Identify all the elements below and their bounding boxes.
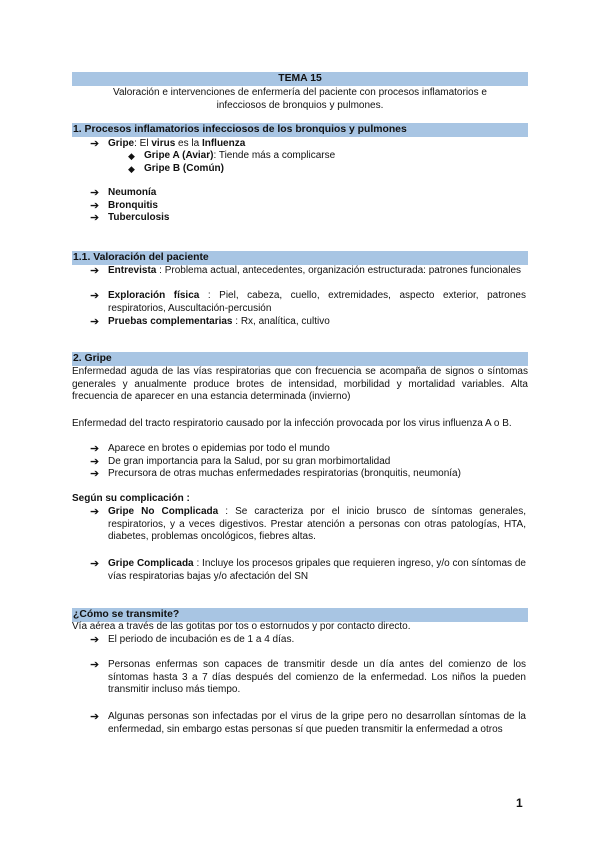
- bronquitis-item: [90, 200, 158, 213]
- transmision-bullet-2-text: Personas enfermas son capaces de transmitir desde un día antes del comienzo de los síntomas hasta 3 a 7 días después del comienzo de la enfermedad. Los niños la pueden transmitir incluso más tiempo.: [108, 659, 526, 696]
- exploracion-label: Exploración física: [108, 290, 200, 301]
- gripe-a-text: : Tiende más a complicarse: [213, 150, 336, 161]
- arrow-icon: ➔: [90, 265, 100, 277]
- entrevista-text: : Problema actual, antecedentes, organización estructurada: patrones funcionales: [156, 265, 522, 276]
- neumonia-item: [90, 187, 156, 200]
- pruebas-text: : Rx, analítica, cultivo: [232, 316, 330, 327]
- gripe-complicada-item: [90, 558, 526, 583]
- arrow-icon: ➔: [90, 200, 100, 212]
- arrow-icon: ➔: [90, 212, 100, 224]
- gripe-bullet-3-text: Precursora de otras muchas enfermedades respiratorias (bronquitis, neumonía): [108, 468, 461, 479]
- transmision-heading: [72, 608, 528, 622]
- gripe-bullet-1: [90, 443, 526, 456]
- tema-title-text: TEMA 15: [278, 73, 322, 84]
- complicacion-heading-text: Según su complicación :: [72, 493, 190, 504]
- gripe-b-label: Gripe B (Común): [144, 163, 224, 174]
- gripe-virus: virus: [151, 138, 176, 149]
- section-1-1-heading-text: 1.1. Valoración del paciente: [73, 252, 209, 263]
- subtitle-line-1: Valoración e intervenciones de enfermería del paciente con procesos inflamatorios e: [113, 87, 487, 98]
- gripe-a-label: Gripe A (Aviar): [144, 150, 214, 161]
- entrevista-label: Entrevista: [108, 265, 157, 276]
- section-2-heading-text: 2. Gripe: [73, 353, 112, 364]
- transmision-intro: Vía aérea a través de las gotitas por tos o estornudos y por contacto directo.: [72, 621, 411, 632]
- gripe-bullet-3: [90, 468, 526, 481]
- bronquitis-label: Bronquitis: [108, 200, 158, 211]
- gripe-a-item: [128, 150, 518, 163]
- gripe-bullet-2: [90, 456, 526, 469]
- section-1-1-heading: [72, 251, 528, 265]
- subtitle-line-2: infecciosos de bronquios y pulmones.: [216, 99, 384, 111]
- transmision-bullet-3-text: Algunas personas son infectadas por el virus de la gripe pero no desarrollan síntomas de la enfermedad, sin embargo estas personas sí que pueden transmitir la enfermedad a otros: [108, 711, 526, 735]
- arrow-icon: ➔: [90, 634, 100, 646]
- arrow-icon: ➔: [90, 187, 100, 199]
- transmision-bullet-3: [90, 711, 526, 736]
- arrow-icon: ➔: [90, 443, 100, 455]
- section-1-heading-text: 1. Procesos inflamatorios infecciosos de los bronquios y pulmones: [73, 124, 407, 135]
- transmision-heading-text: ¿Cómo se transmite?: [73, 609, 180, 620]
- page-number: 1: [516, 796, 523, 810]
- arrow-icon: ➔: [90, 456, 100, 468]
- arrow-icon: ➔: [90, 290, 100, 302]
- arrow-icon: ➔: [90, 316, 100, 328]
- gripe-bullet-2-text: De gran importancia para la Salud, por su gran morbimortalidad: [108, 456, 391, 467]
- arrow-icon: ➔: [90, 138, 100, 150]
- gripe-item: [90, 138, 520, 151]
- gripe-complicada-text: : Incluye los procesos gripales que requieren ingreso, y/o con síntomas de vías respiratorias bajas y/o afectación del SN: [108, 558, 526, 582]
- arrow-icon: ➔: [90, 711, 100, 723]
- gripe-bullet-1-text: Aparece en brotes o epidemias por todo el mundo: [108, 443, 330, 454]
- section-1-heading: [72, 123, 528, 137]
- entrevista-item: [90, 265, 526, 278]
- gripe-label: Gripe: [108, 138, 135, 149]
- gripe-no-complicada-item: [90, 506, 526, 544]
- arrow-icon: ➔: [90, 506, 100, 518]
- transmision-bullet-1-text: El periodo de incubación es de 1 a 4 días.: [108, 634, 295, 645]
- diamond-bullet-icon: ◆: [128, 151, 135, 161]
- gripe-complicada-label: Gripe Complicada: [108, 558, 194, 569]
- diamond-bullet-icon: ◆: [128, 164, 135, 174]
- gripe-text-1: : El: [134, 138, 152, 149]
- section-2-heading: [72, 352, 528, 366]
- exploracion-text: : Piel, cabeza, cuello, extremidades, aspecto exterior, patrones respiratorios, Auscultación-percusión: [108, 290, 526, 314]
- arrow-icon: ➔: [90, 558, 100, 570]
- tuberculosis-item: [90, 212, 170, 225]
- complicacion-heading: [72, 493, 190, 506]
- gripe-b-item: [128, 163, 518, 176]
- transmision-bullet-2: [90, 659, 526, 697]
- tuberculosis-label: Tuberculosis: [108, 212, 170, 223]
- exploracion-item: [90, 290, 526, 315]
- gripe-cause-paragraph: Enfermedad del tracto respiratorio causado por la infección provocada por los virus influenza A o B.: [72, 418, 512, 429]
- pruebas-item: [90, 316, 526, 329]
- gripe-text-2: es la: [175, 138, 202, 149]
- gripe-no-complicada-label: Gripe No Complicada: [108, 506, 219, 517]
- transmision-bullet-1: [90, 634, 526, 647]
- pruebas-label: Pruebas complementarias: [108, 316, 233, 327]
- gripe-no-complicada-text: : Se caracteriza por el inicio brusco de síntomas generales, respiratorios, y a veces digestivos. Prestar atención a personas con otras patologías, HTA, diabetes, problemas oncológicos, fiebres altas.: [108, 506, 526, 543]
- tema-title: [72, 72, 528, 86]
- gripe-definition-paragraph: Enfermedad aguda de las vías respiratorias que con frecuencia se acompaña de signos o síntomas generales y anualmente produce brotes de intensidad, morbilidad y mortalidad variables. Alta frecuencia de aparecer en una estancia determinada (invierno): [72, 366, 528, 403]
- arrow-icon: ➔: [90, 468, 100, 480]
- arrow-icon: ➔: [90, 659, 100, 671]
- neumonia-label: Neumonía: [108, 187, 157, 198]
- gripe-influenza: Influenza: [201, 138, 246, 149]
- tema-subtitle: [72, 87, 528, 112]
